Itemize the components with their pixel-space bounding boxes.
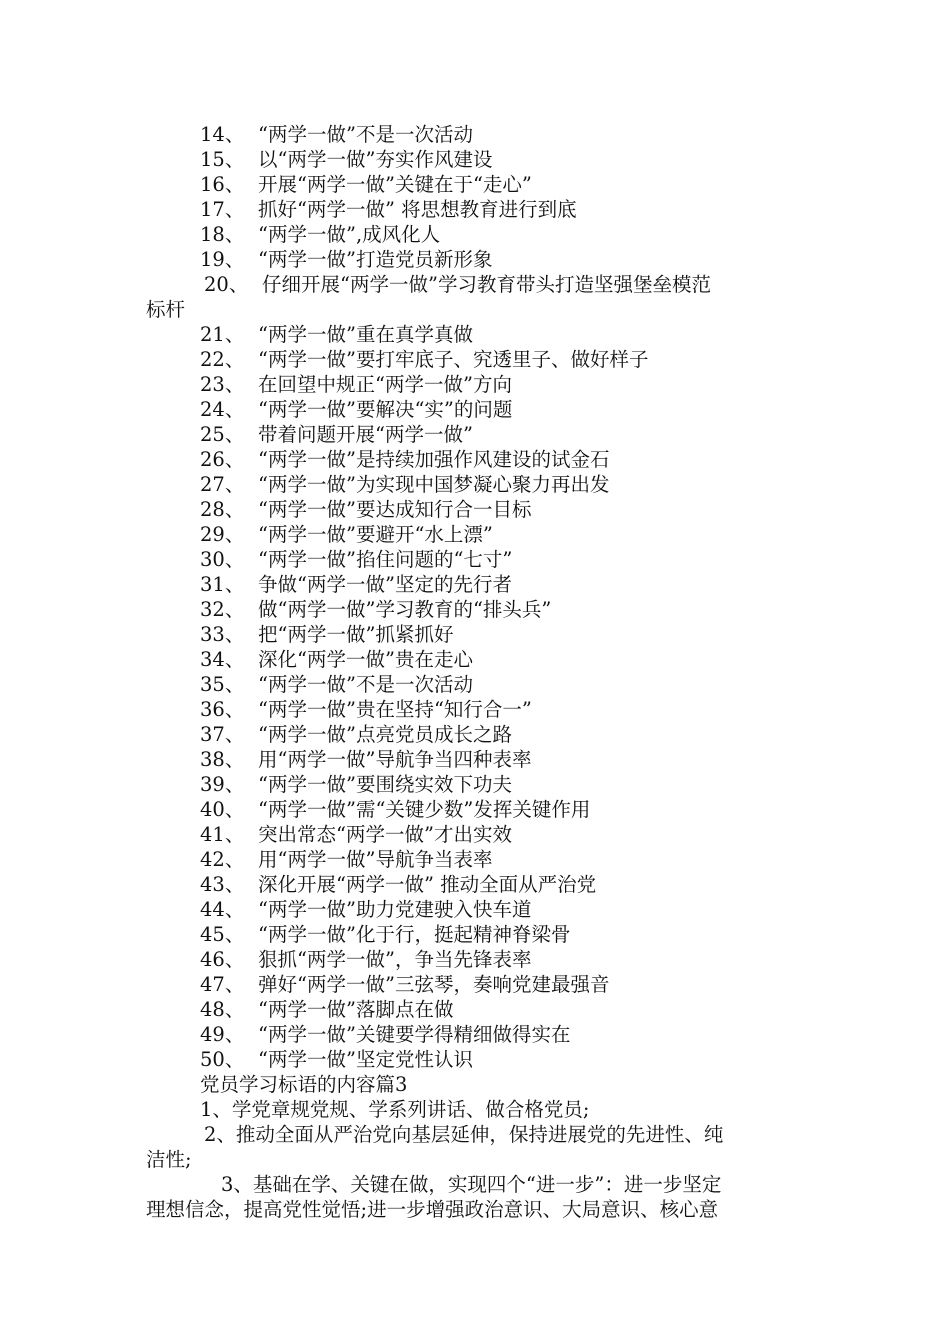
list-item: 20、 仔细开展“两学一做”学习教育带头打造坚强堡垒模范 <box>204 273 711 296</box>
list-item: 43、 深化开展“两学一做” 推动全面从严治党 <box>200 873 597 896</box>
paragraph-continuation: 洁性; <box>146 1148 192 1171</box>
list-item-continuation: 标杆 <box>146 298 186 321</box>
list-item: 22、 “两学一做”要打牢底子、究透里子、做好样子 <box>200 348 649 371</box>
list-item: 29、 “两学一做”要避开“水上漂” <box>200 523 493 546</box>
list-item: 35、 “两学一做”不是一次活动 <box>200 673 473 696</box>
list-item: 31、 争做“两学一做”坚定的先行者 <box>200 573 512 596</box>
list-item: 36、 “两学一做”贵在坚持“知行合一” <box>200 698 532 721</box>
list-item: 48、 “两学一做”落脚点在做 <box>200 998 454 1021</box>
paragraph: 2、推动全面从严治党向基层延伸，保持进展党的先进性、纯 <box>204 1123 724 1146</box>
list-item: 33、 把“两学一做”抓紧抓好 <box>200 623 454 646</box>
list-item: 18、 “两学一做”,成风化人 <box>200 223 441 246</box>
list-item: 26、 “两学一做”是持续加强作风建设的试金石 <box>200 448 610 471</box>
list-item: 24、 “两学一做”要解决“实”的问题 <box>200 398 513 421</box>
list-item: 23、 在回望中规正“两学一做”方向 <box>200 373 512 396</box>
list-item: 39、 “两学一做”要围绕实效下功夫 <box>200 773 512 796</box>
list-item: 42、 用“两学一做”导航争当表率 <box>200 848 493 871</box>
list-item: 28、 “两学一做”要达成知行合一目标 <box>200 498 532 521</box>
paragraph: 3、基础在学、关键在做，实现四个“进一步”：进一步坚定 <box>221 1173 722 1196</box>
document-body <box>0 122 950 1222</box>
list-item: 19、 “两学一做”打造党员新形象 <box>200 248 493 271</box>
list-item: 46、 狠抓“两学一做”，争当先锋表率 <box>200 948 532 971</box>
list-item: 44、 “两学一做”助力党建驶入快车道 <box>200 898 532 921</box>
list-item: 16、 开展“两学一做”关键在于“走心” <box>200 173 532 196</box>
list-item: 34、 深化“两学一做”贵在走心 <box>200 648 473 671</box>
list-item: 14、 “两学一做”不是一次活动 <box>200 123 473 146</box>
list-item: 50、 “两学一做”坚定党性认识 <box>200 1048 473 1071</box>
list-item: 25、 带着问题开展“两学一做” <box>200 423 473 446</box>
list-item: 49、 “两学一做”关键要学得精细做得实在 <box>200 1023 571 1046</box>
list-item: 32、 做“两学一做”学习教育的“排头兵” <box>200 598 552 621</box>
paragraph-continuation: 理想信念，提高党性觉悟;进一步增强政治意识、大局意识、核心意 <box>146 1198 719 1221</box>
list-item: 21、 “两学一做”重在真学真做 <box>200 323 473 346</box>
list-item: 15、 以“两学一做”夯实作风建设 <box>200 148 493 171</box>
list-item: 27、 “两学一做”为实现中国梦凝心聚力再出发 <box>200 473 610 496</box>
list-item: 47、 弹好“两学一做”三弦琴，奏响党建最强音 <box>200 973 610 996</box>
list-item: 40、 “两学一做”需“关键少数”发挥关键作用 <box>200 798 591 821</box>
paragraph: 1、学党章规党规、学系列讲话、做合格党员; <box>200 1098 590 1121</box>
list-item: 17、 抓好“两学一做” 将思想教育进行到底 <box>200 198 577 221</box>
list-item: 41、 突出常态“两学一做”才出实效 <box>200 823 512 846</box>
section-heading: 党员学习标语的内容篇3 <box>200 1073 408 1096</box>
list-item: 30、 “两学一做”掐住问题的“七寸” <box>200 548 513 571</box>
list-item: 45、 “两学一做”化于行，挺起精神脊梁骨 <box>200 923 571 946</box>
list-item: 37、 “两学一做”点亮党员成长之路 <box>200 723 512 746</box>
list-item: 38、 用“两学一做”导航争当四种表率 <box>200 748 532 771</box>
